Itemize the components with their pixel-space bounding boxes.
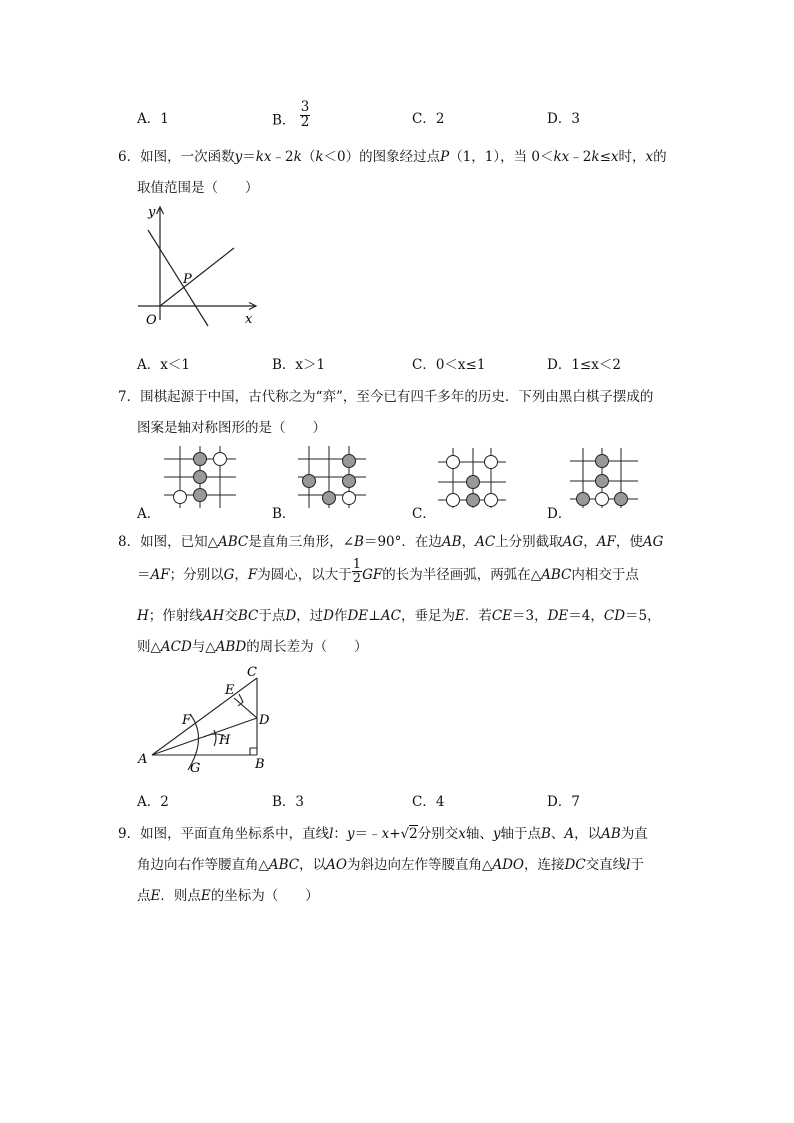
black-stone <box>467 476 480 489</box>
side-ac <box>152 678 257 755</box>
text: 的周长差为（ ） <box>246 639 368 655</box>
math-var: E <box>150 888 161 904</box>
text: ，连接 <box>524 857 565 873</box>
text: 内相交于点 <box>571 567 639 583</box>
math-var: k <box>293 149 302 165</box>
text: 6．如图，一次函数 <box>118 149 235 165</box>
math-var: DE <box>347 608 369 624</box>
math-var: GF <box>362 567 383 583</box>
text: 角边向右作等腰直角△ <box>137 857 269 873</box>
q7-option-c[interactable]: C． <box>412 506 436 522</box>
math-var: y <box>234 149 243 165</box>
fraction-denominator: 2 <box>300 113 310 130</box>
q7-option-a[interactable]: A． <box>137 506 161 522</box>
math-var: P <box>440 149 450 165</box>
math-var: ABC <box>268 857 300 873</box>
label-a: A <box>138 752 148 767</box>
math-var: DE <box>547 608 569 624</box>
fraction-numerator: 1 <box>352 557 362 572</box>
origin-label: O <box>146 313 157 328</box>
math-var: AB <box>601 826 621 842</box>
right-angle-e <box>238 694 243 706</box>
math-var: x <box>610 149 619 165</box>
q6-stem-line2: 取值范围是（ ） <box>137 180 259 196</box>
math-var: BC <box>237 608 259 624</box>
q6-option-c[interactable]: C．0＜x≤1 <box>412 357 486 373</box>
text: 轴于点 <box>500 826 541 842</box>
math-var: AH <box>202 608 225 624</box>
text: 的坐标为（ ） <box>210 888 319 904</box>
text: ﹣2 <box>271 149 294 165</box>
q8-stem-line4 <box>137 635 368 655</box>
text: ⊥ <box>368 608 381 624</box>
math-var: B <box>540 826 551 842</box>
q7-board-b <box>296 444 368 510</box>
text: ；作射线 <box>148 608 203 624</box>
black-stone <box>194 489 207 502</box>
text: 于点 <box>258 608 286 624</box>
text: ＝3， <box>512 608 548 624</box>
math-var: kx <box>255 149 272 165</box>
math-var: AB <box>441 534 462 550</box>
q7-stem-line2: 图案是轴对称图形的是（ ） <box>137 420 326 436</box>
text: 的长为半径画弧，两弧在△ <box>382 567 542 583</box>
math-var: AO <box>326 857 347 873</box>
math-var: x <box>381 826 390 842</box>
text: 分别交 <box>417 826 459 842</box>
q9-stem-line2 <box>137 853 644 873</box>
x-axis-label: x <box>245 312 253 327</box>
math-var: AF <box>596 534 616 550</box>
math-var: F <box>247 567 258 583</box>
text: 的 <box>653 149 667 165</box>
q8-triangle-figure <box>130 660 280 778</box>
q8-stem-line2 <box>137 557 639 589</box>
text: 于 <box>630 857 644 873</box>
q8-option-b[interactable]: B．3 <box>272 794 305 810</box>
math-var: AC <box>475 534 496 550</box>
white-stone <box>174 491 187 504</box>
math-var: AC <box>380 608 401 624</box>
text: ， <box>461 534 476 550</box>
white-stone <box>485 494 498 507</box>
black-stone <box>194 453 207 466</box>
black-stone <box>467 494 480 507</box>
math-var: ABC <box>217 534 249 550</box>
text: ＝ <box>137 567 151 583</box>
fraction-denominator: 2 <box>352 571 362 586</box>
text: ．则点 <box>160 888 201 904</box>
q6-option-b[interactable]: B．x＞1 <box>272 357 326 373</box>
q8-stem-line1 <box>118 530 663 550</box>
text: 交 <box>224 608 238 624</box>
q9-stem-line3 <box>137 884 319 904</box>
math-var: k <box>315 149 324 165</box>
q7-stem-line1: 7．围棋起源于中国，古代称之为“弈”，至今已有四千多年的历史．下列由黑白棋子摆成的 <box>118 389 654 405</box>
math-var: H <box>137 608 149 624</box>
math-var: k <box>591 149 600 165</box>
text: ＝90°．在边 <box>363 534 442 550</box>
text: 为斜边向左作等腰直角△ <box>346 857 493 873</box>
label-h: H <box>219 733 231 748</box>
black-stone <box>596 475 609 488</box>
right-angle-b <box>250 748 257 755</box>
text: 、 <box>550 826 565 842</box>
text: ， <box>234 567 248 583</box>
text: ．若 <box>464 608 492 624</box>
text: ＝﹣ <box>354 826 382 842</box>
text: ＝ <box>242 149 256 165</box>
q8-option-c[interactable]: C．4 <box>412 794 445 810</box>
black-stone <box>615 493 628 506</box>
segment-de <box>234 698 257 718</box>
text: ，过 <box>296 608 324 624</box>
text: ，以 <box>299 857 327 873</box>
math-var: ABD <box>215 639 247 655</box>
black-stone <box>343 455 356 468</box>
text: ， <box>583 534 597 550</box>
label-e: E <box>225 683 235 698</box>
text: ＝4， <box>568 608 604 624</box>
math-var: y <box>346 826 355 842</box>
text: 为直 <box>620 826 648 842</box>
text: ，以 <box>574 826 602 842</box>
q8-option-d[interactable]: D．7 <box>547 794 580 810</box>
math-var: l <box>329 826 334 842</box>
black-stone <box>194 471 207 484</box>
text: ＜0）的图象经过点 <box>323 149 441 165</box>
half-fraction <box>352 558 362 585</box>
text: ＝5， <box>625 608 661 624</box>
text: 轴、 <box>465 826 493 842</box>
q9-stem-line1 <box>118 822 648 842</box>
white-stone <box>214 453 227 466</box>
math-var: E <box>454 608 465 624</box>
text: ，使 <box>615 534 643 550</box>
q7-board-d <box>568 444 640 510</box>
black-stone <box>577 493 590 506</box>
black-stone <box>303 475 316 488</box>
q6-option-d[interactable]: D．1≤x＜2 <box>547 357 621 373</box>
math-var: y <box>492 826 501 842</box>
black-stone <box>343 475 356 488</box>
text: + <box>389 826 401 842</box>
q7-option-b[interactable]: B． <box>272 506 296 522</box>
math-var: DC <box>564 857 586 873</box>
q5-option-a[interactable]: A．1 <box>137 111 169 127</box>
math-var: D <box>323 608 334 624</box>
line-y-equals-x <box>160 248 234 306</box>
text: ： <box>333 826 347 842</box>
black-stone <box>596 455 609 468</box>
math-var: kx <box>553 149 570 165</box>
white-stone <box>447 494 460 507</box>
math-var: ABC <box>541 567 572 583</box>
q7-board-c <box>436 444 508 510</box>
text: 上分别截取 <box>495 534 563 550</box>
text: 时， <box>618 149 646 165</box>
black-stone <box>323 492 336 505</box>
q5-option-b[interactable] <box>272 99 310 135</box>
white-stone <box>485 456 498 469</box>
white-stone <box>596 493 609 506</box>
math-var: AG <box>642 534 664 550</box>
math-var: AG <box>562 534 584 550</box>
math-var: ACD <box>160 639 192 655</box>
text: （1，1），当 0＜ <box>449 149 554 165</box>
text: 9．如图，平面直角坐标系中，直线 <box>118 826 330 842</box>
text: 作 <box>333 608 348 624</box>
text: 点 <box>137 888 151 904</box>
math-var: AF <box>150 567 170 583</box>
math-var: x <box>645 149 654 165</box>
math-var: B <box>354 534 364 550</box>
q5-option-d[interactable]: D．3 <box>547 111 580 127</box>
y-axis-label: y <box>148 205 156 220</box>
text: 是直角三角形，∠ <box>248 534 355 550</box>
text: ≤ <box>599 149 611 165</box>
label-g: G <box>190 761 201 776</box>
label-c: C <box>247 665 257 680</box>
q6-stem-line1 <box>118 145 667 165</box>
text: 交直线 <box>585 857 627 873</box>
text: ，垂足为 <box>400 608 455 624</box>
label-f: F <box>182 713 192 728</box>
label-d: D <box>259 713 270 728</box>
text: 8．如图，已知△ <box>118 534 218 550</box>
text: 为圆心，以大于 <box>257 567 352 583</box>
point-p-label: P <box>183 272 192 287</box>
label-b: B <box>255 757 265 772</box>
sqrt-symbol: √ <box>400 826 410 842</box>
math-var: E <box>200 888 211 904</box>
math-var: D <box>285 608 297 624</box>
math-var: CD <box>603 608 626 624</box>
text: 与△ <box>191 639 216 655</box>
q6-graph <box>128 200 268 330</box>
q8-stem-line3 <box>137 604 661 624</box>
q8-option-a[interactable]: A．2 <box>137 794 169 810</box>
line-y-equals-kx <box>148 230 208 326</box>
q5-option-b-fraction <box>300 101 311 129</box>
q5-option-c[interactable]: C．2 <box>412 111 445 127</box>
white-stone <box>447 456 460 469</box>
text: ；分别以 <box>169 567 224 583</box>
q7-option-d[interactable]: D． <box>547 506 572 522</box>
math-var: G <box>223 567 235 583</box>
math-var: A <box>564 826 575 842</box>
math-var: CE <box>491 608 513 624</box>
math-var: l <box>626 857 631 873</box>
math-var: x <box>458 826 466 842</box>
q5-option-b-label: B． <box>272 112 296 129</box>
text: （ <box>301 149 316 165</box>
fraction-numerator: 3 <box>300 99 310 115</box>
sqrt-radicand: 2 <box>409 826 418 842</box>
text: ﹣2 <box>569 149 592 165</box>
q7-board-a <box>160 444 240 510</box>
q6-option-a[interactable]: A．x＜1 <box>137 357 190 373</box>
math-var: ADO <box>492 857 524 873</box>
text: 则△ <box>137 639 161 655</box>
white-stone <box>343 492 356 505</box>
